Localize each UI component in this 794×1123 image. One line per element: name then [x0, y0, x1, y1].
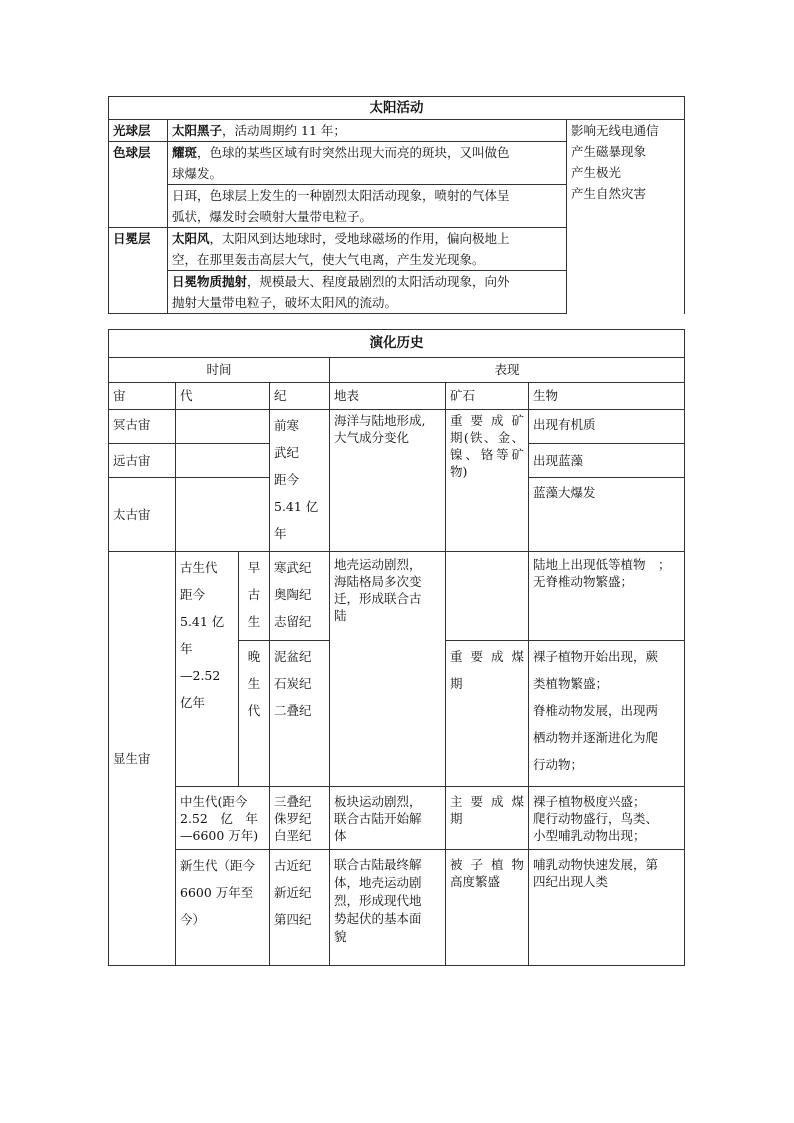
- solar-wind-text-2: 空，在那里轰击高层大气，使大气电离，产生发光现象。: [172, 252, 485, 267]
- late-paleozoic-life-line: 脊椎动物发展，出现两: [533, 703, 659, 718]
- solar-wind-term: 太阳风: [172, 231, 210, 246]
- mesozoic-surface-line: 联合古陆开始解: [334, 811, 422, 826]
- effect-aurora: 产生极光: [571, 165, 622, 180]
- effect-radio: 影响无线电通信: [571, 123, 659, 138]
- precambrian-period-line: 前寒: [274, 418, 300, 433]
- paleozoic-surface-line: 迁，形成联合古: [334, 591, 422, 606]
- prominence-text-2: 弧状，爆发时会喷射大量带电粒子。: [172, 209, 373, 224]
- sub-era-early-char: 古: [247, 587, 261, 602]
- col-era: 代: [176, 383, 270, 410]
- era-hadean-empty: [176, 410, 270, 444]
- cenozoic-surface: [330, 850, 446, 966]
- cenozoic-mineral: [446, 850, 529, 966]
- sunspot-text: ，活动周期约 11 年；: [222, 123, 346, 138]
- cme-term: 日冕物质抛射: [172, 274, 248, 289]
- precambrian-mineral-line: 期(铁、金、: [450, 430, 524, 445]
- cenozoic-surface-line: 烈，形成现代地: [334, 893, 422, 908]
- eon-hadean: 冥古宙: [109, 410, 176, 444]
- flare-text-1: ，色球的某些区域有时突然出现大而亮的斑块，又叫做色: [197, 145, 510, 160]
- late-paleozoic-periods: [270, 641, 330, 787]
- layer-chromosphere: 色球层: [109, 142, 168, 228]
- mesozoic-life-line: 小型哺乳动物出现；: [533, 828, 646, 843]
- mesozoic-mineral-line: 主 要 成 煤: [450, 794, 524, 809]
- late-paleozoic-life: [529, 641, 685, 787]
- late-paleozoic-life-line: 行动物；: [533, 757, 584, 772]
- mesozoic-era-line: —6600 万年): [180, 828, 259, 843]
- early-paleozoic-life-line: 陆地上出现低等植物 ；: [533, 557, 671, 572]
- precambrian-period-line: 武纪: [274, 445, 300, 460]
- cenozoic-periods: [270, 850, 330, 966]
- cenozoic-era-line: 今）: [180, 912, 206, 927]
- period-quaternary: 第四纪: [274, 912, 312, 927]
- paleozoic-surface: [330, 552, 446, 787]
- mesozoic-mineral-line: 期: [450, 811, 463, 826]
- period-cambrian: 寒武纪: [274, 560, 312, 575]
- precambrian-surface-line: 海洋与陆地形成,: [334, 413, 426, 428]
- period-devonian: 泥盆纪: [274, 649, 312, 664]
- period-triassic: 三叠纪: [274, 794, 312, 809]
- period-paleogene: 古近纪: [274, 858, 312, 873]
- precambrian-mineral: [446, 410, 529, 552]
- solar-wind-text-1: ，太阳风到达地球时，受地球磁场的作用，偏向极地上: [209, 231, 510, 246]
- paleozoic-surface-line: 地壳运动剧烈，: [334, 557, 422, 572]
- eon-phanerozoic: 显生宙: [109, 552, 176, 966]
- evolution-history-table: [108, 329, 685, 966]
- evolution-table-title: 演化历史: [109, 330, 685, 358]
- precambrian-surface: [330, 410, 446, 552]
- mesozoic-surface-line: 板块运动剧烈，: [334, 794, 422, 809]
- life-hadean: 出现有机质: [529, 410, 685, 444]
- effect-disaster: 产生自然灾害: [571, 186, 647, 201]
- precambrian-period-line: 距今: [274, 472, 300, 487]
- solar-activity-table: [108, 96, 685, 314]
- period-silurian: 志留纪: [274, 614, 312, 629]
- late-paleozoic-life-line: 类植物繁盛；: [533, 676, 609, 691]
- cenozoic-life: [529, 850, 685, 966]
- mesozoic-surface-line: 体: [334, 828, 347, 843]
- mesozoic-life-line: 裸子植物极度兴盛；: [533, 794, 646, 809]
- paleozoic-era-line: 古生代: [180, 560, 218, 575]
- sunspot-cell: [168, 120, 567, 142]
- cenozoic-era-line: 新生代（距今: [180, 858, 256, 873]
- effect-magnetic-storm: 产生磁暴现象: [571, 144, 647, 159]
- late-paleozoic-life-line: 裸子植物开始出现，蕨: [533, 649, 659, 664]
- cenozoic-mineral-line: 被 子 植 物: [450, 857, 524, 872]
- sub-era-early: [239, 552, 270, 641]
- early-paleozoic-life: [529, 552, 685, 641]
- paleozoic-era-line: 5.41 亿: [180, 614, 225, 629]
- mesozoic-mineral: [446, 787, 529, 850]
- paleozoic-era-line: 距今: [180, 587, 206, 602]
- era-archean-empty: [176, 444, 270, 478]
- col-eon: 宙: [109, 383, 176, 410]
- paleozoic-era-line: 亿年: [180, 695, 206, 710]
- sub-era-early-char: 早: [247, 560, 261, 575]
- flare-cell: [168, 142, 567, 185]
- precambrian-period-line: 年: [274, 526, 287, 541]
- mesozoic-surface: [330, 787, 446, 850]
- sub-era-early-char: 生: [247, 614, 261, 629]
- layer-photosphere: 光球层: [109, 120, 168, 142]
- period-carboniferous: 石炭纪: [274, 676, 312, 691]
- cme-text-2: 抛射大量带电粒子，破坏太阳风的流动。: [172, 295, 398, 310]
- cenozoic-era-line: 6600 万年至: [180, 885, 254, 900]
- paleozoic-surface-line: 陆: [334, 608, 347, 623]
- late-paleozoic-life-line: 栖动物并逐渐进化为爬: [533, 730, 659, 745]
- mesozoic-life: [529, 787, 685, 850]
- cenozoic-life-line: 四纪出现人类: [533, 874, 609, 889]
- solar-effects-cell: [567, 120, 685, 314]
- cenozoic-surface-line: 体，地壳运动剧: [334, 875, 422, 890]
- period-ordovician: 奥陶纪: [274, 587, 312, 602]
- cenozoic-mineral-line: 高度繁盛: [450, 874, 501, 889]
- mesozoic-life-line: 爬行动物盛行，鸟类、: [533, 811, 659, 826]
- col-surface: 地表: [330, 383, 446, 410]
- show-header: 表现: [330, 358, 685, 383]
- eon-archean: 远古宙: [109, 444, 176, 478]
- late-paleozoic-mineral-line: 期: [450, 676, 463, 691]
- sub-era-late-char: 晚: [247, 649, 261, 664]
- sub-era-late-char: 代: [247, 703, 261, 718]
- era-proterozoic-empty: [176, 478, 270, 552]
- mesozoic-era-line: 2.52 亿 年: [180, 811, 258, 826]
- eon-proterozoic: 太古宙: [109, 478, 176, 552]
- precambrian-surface-line: 大气成分变化: [334, 430, 410, 445]
- col-life: 生物: [529, 383, 685, 410]
- era-paleozoic: [176, 552, 239, 787]
- layer-corona: 日冕层: [109, 228, 168, 314]
- life-archean: 出现蓝藻: [529, 444, 685, 478]
- mesozoic-periods: [270, 787, 330, 850]
- flare-term: 耀斑: [172, 145, 198, 160]
- prominence-cell: [168, 185, 567, 228]
- cenozoic-surface-line: 势起伏的基本面: [334, 911, 422, 926]
- early-paleozoic-life-line: 无脊椎动物繁盛；: [533, 574, 634, 589]
- cenozoic-surface-line: 貌: [334, 929, 347, 944]
- precambrian-period: [270, 410, 330, 552]
- cenozoic-life-line: 哺乳动物快速发展，第: [533, 857, 659, 872]
- paleozoic-era-line: 年: [180, 641, 193, 656]
- sub-era-late-char: 生: [247, 676, 261, 691]
- cme-text-1: ，规模最大、程度最剧烈的太阳活动现象，向外: [247, 274, 510, 289]
- paleozoic-surface-line: 海陆格局多次变: [334, 574, 422, 589]
- precambrian-mineral-line: 重 要 成 矿: [450, 413, 524, 428]
- era-mesozoic: [176, 787, 270, 850]
- solar-table-title: 太阳活动: [109, 97, 685, 120]
- cme-cell: [168, 271, 567, 314]
- solar-wind-cell: [168, 228, 567, 271]
- col-period: 纪: [270, 383, 330, 410]
- life-proterozoic: 蓝藻大爆发: [529, 478, 685, 552]
- col-mineral: 矿石: [446, 383, 529, 410]
- precambrian-mineral-line: 镍、铬等矿: [450, 447, 524, 462]
- period-jurassic: 侏罗纪: [274, 811, 312, 826]
- prominence-text-1: 日珥，色球层上发生的一种剧烈太阳活动现象，喷射的气体呈: [172, 188, 510, 203]
- late-paleozoic-mineral: [446, 641, 529, 787]
- precambrian-mineral-line: 物): [450, 464, 468, 479]
- flare-text-2: 球爆发。: [172, 166, 223, 181]
- period-cretaceous: 白垩纪: [274, 828, 312, 843]
- cenozoic-surface-line: 联合古陆最终解: [334, 857, 422, 872]
- period-permian: 二叠纪: [274, 703, 312, 718]
- early-paleozoic-mineral-empty: [446, 552, 529, 641]
- sub-era-late: [239, 641, 270, 787]
- period-neogene: 新近纪: [274, 885, 312, 900]
- precambrian-period-line: 5.41 亿: [274, 499, 319, 514]
- late-paleozoic-mineral-line: 重 要 成 煤: [450, 649, 524, 664]
- early-paleozoic-periods: [270, 552, 330, 641]
- time-header: 时间: [109, 358, 330, 383]
- era-cenozoic: [176, 850, 270, 966]
- mesozoic-era-line: 中生代(距今: [180, 794, 248, 809]
- paleozoic-era-line: —2.52: [180, 668, 221, 683]
- sunspot-term: 太阳黑子: [172, 123, 223, 138]
